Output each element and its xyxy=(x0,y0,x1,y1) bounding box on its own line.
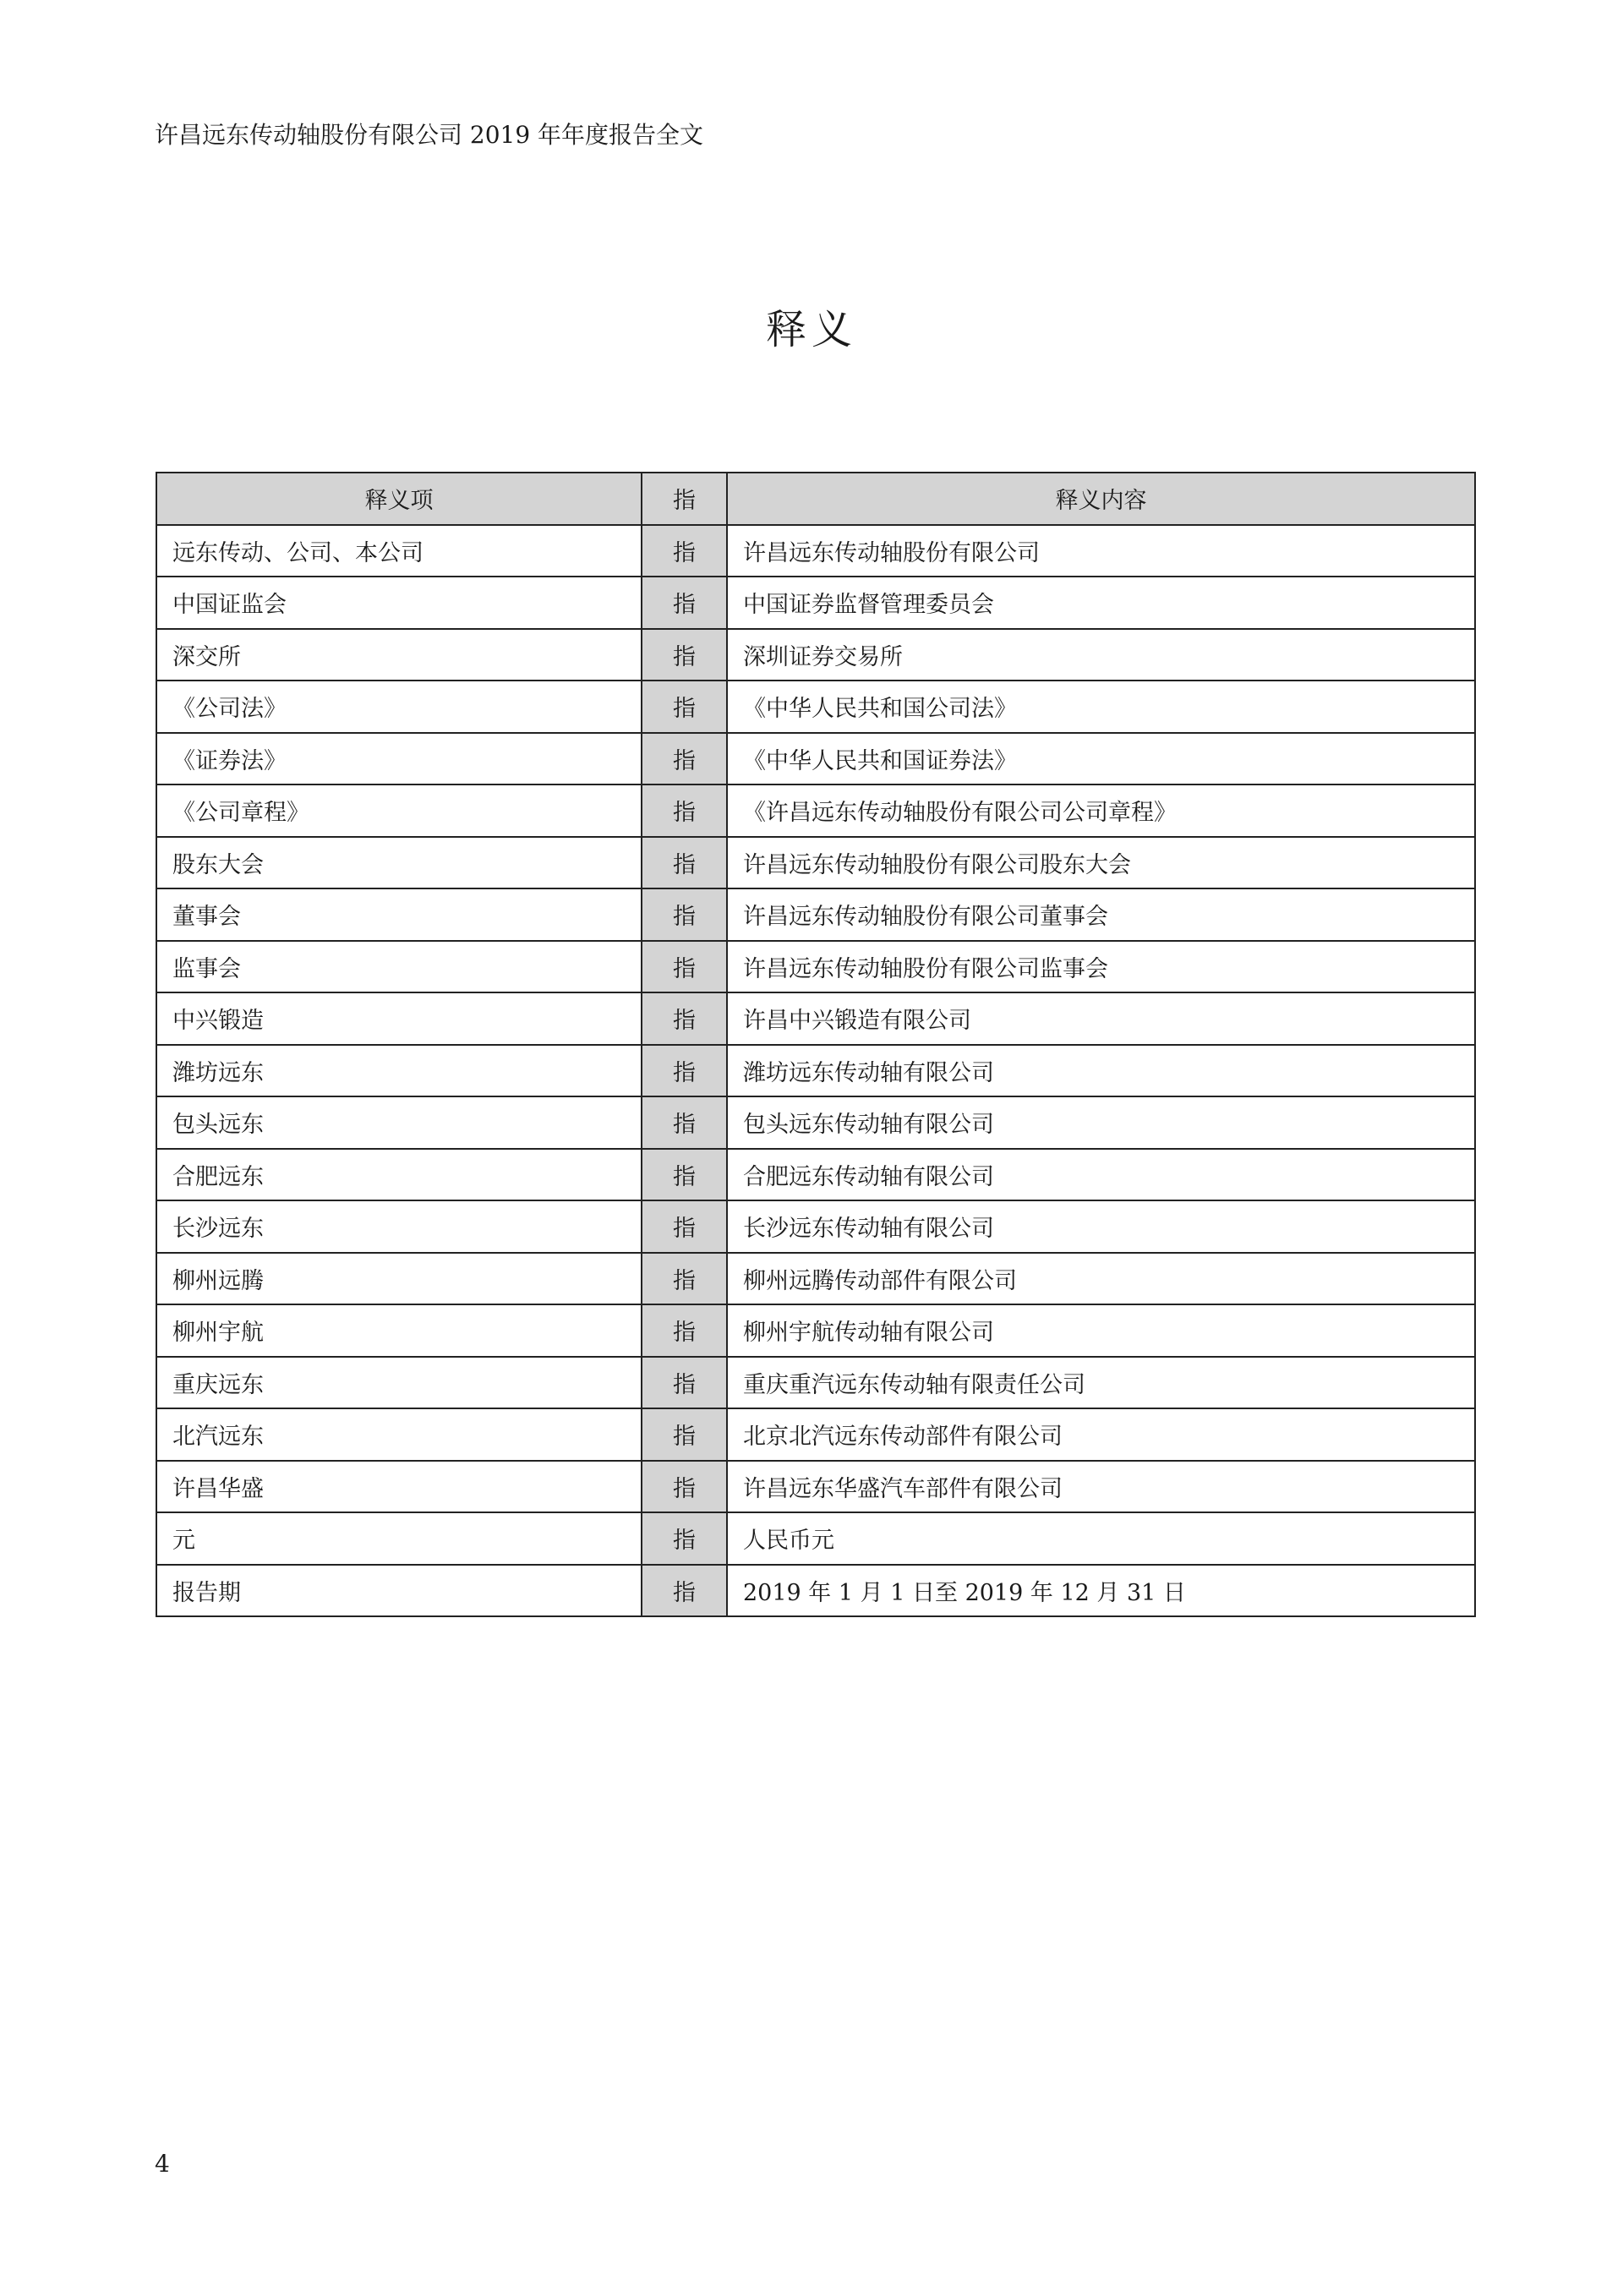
table-row xyxy=(156,1096,1475,1149)
refers-cell: 指 xyxy=(642,733,727,785)
term-cell: 许昌华盛 xyxy=(156,1461,642,1513)
meaning-cell: 许昌中兴锻造有限公司 xyxy=(727,992,1475,1045)
meaning-cell: 《中华人民共和国公司法》 xyxy=(727,681,1475,733)
term-cell: 董事会 xyxy=(156,888,642,941)
table-row xyxy=(156,784,1475,837)
definitions-table xyxy=(156,472,1476,1617)
table-row xyxy=(156,629,1475,681)
meaning-cell: 许昌远东传动轴股份有限公司 xyxy=(727,525,1475,577)
refers-cell: 指 xyxy=(642,941,727,993)
refers-cell: 指 xyxy=(642,525,727,577)
refers-cell: 指 xyxy=(642,784,727,837)
refers-cell: 指 xyxy=(642,1200,727,1253)
refers-cell: 指 xyxy=(642,1253,727,1305)
refers-cell: 指 xyxy=(642,1461,727,1513)
table-row xyxy=(156,1304,1475,1357)
term-cell: 《证券法》 xyxy=(156,733,642,785)
column-header-meaning: 释义内容 xyxy=(727,473,1475,525)
term-cell: 元 xyxy=(156,1512,642,1565)
term-cell: 合肥远东 xyxy=(156,1149,642,1201)
meaning-cell: 北京北汽远东传动部件有限公司 xyxy=(727,1408,1475,1461)
table-row xyxy=(156,733,1475,785)
term-cell: 《公司章程》 xyxy=(156,784,642,837)
section-title: 释义 xyxy=(765,306,857,353)
refers-cell: 指 xyxy=(642,577,727,629)
meaning-cell: 2019 年 1 月 1 日至 2019 年 12 月 31 日 xyxy=(727,1565,1475,1617)
refers-cell: 指 xyxy=(642,1304,727,1357)
term-cell: 股东大会 xyxy=(156,837,642,889)
refers-cell: 指 xyxy=(642,1096,727,1149)
term-cell: 中国证监会 xyxy=(156,577,642,629)
refers-cell: 指 xyxy=(642,888,727,941)
refers-cell: 指 xyxy=(642,1045,727,1097)
meaning-cell: 《中华人民共和国证券法》 xyxy=(727,733,1475,785)
meaning-cell: 柳州远腾传动部件有限公司 xyxy=(727,1253,1475,1305)
meaning-cell: 包头远东传动轴有限公司 xyxy=(727,1096,1475,1149)
term-cell: 柳州远腾 xyxy=(156,1253,642,1305)
meaning-cell: 许昌远东传动轴股份有限公司董事会 xyxy=(727,888,1475,941)
table-row xyxy=(156,1461,1475,1513)
meaning-cell: 重庆重汽远东传动轴有限责任公司 xyxy=(727,1357,1475,1409)
running-header: 许昌远东传动轴股份有限公司 2019 年年度报告全文 xyxy=(155,121,704,149)
table-row xyxy=(156,1408,1475,1461)
term-cell: 深交所 xyxy=(156,629,642,681)
table-row xyxy=(156,577,1475,629)
table-row xyxy=(156,525,1475,577)
table-header-row xyxy=(156,473,1475,525)
meaning-cell: 许昌远东华盛汽车部件有限公司 xyxy=(727,1461,1475,1513)
refers-cell: 指 xyxy=(642,629,727,681)
term-cell: 长沙远东 xyxy=(156,1200,642,1253)
meaning-cell: 许昌远东传动轴股份有限公司监事会 xyxy=(727,941,1475,993)
meaning-cell: 深圳证券交易所 xyxy=(727,629,1475,681)
table-row xyxy=(156,1253,1475,1305)
table-header xyxy=(156,473,1475,525)
refers-cell: 指 xyxy=(642,1149,727,1201)
term-cell: 中兴锻造 xyxy=(156,992,642,1045)
meaning-cell: 长沙远东传动轴有限公司 xyxy=(727,1200,1475,1253)
refers-cell: 指 xyxy=(642,681,727,733)
table-row xyxy=(156,1512,1475,1565)
table-row xyxy=(156,1045,1475,1097)
term-cell: 重庆远东 xyxy=(156,1357,642,1409)
table-row xyxy=(156,992,1475,1045)
refers-cell: 指 xyxy=(642,1565,727,1617)
meaning-cell: 柳州宇航传动轴有限公司 xyxy=(727,1304,1475,1357)
term-cell: 柳州宇航 xyxy=(156,1304,642,1357)
meaning-cell: 潍坊远东传动轴有限公司 xyxy=(727,1045,1475,1097)
term-cell: 报告期 xyxy=(156,1565,642,1617)
table-row xyxy=(156,888,1475,941)
term-cell: 监事会 xyxy=(156,941,642,993)
refers-cell: 指 xyxy=(642,1408,727,1461)
term-cell: 北汽远东 xyxy=(156,1408,642,1461)
refers-cell: 指 xyxy=(642,1512,727,1565)
meaning-cell: 《许昌远东传动轴股份有限公司公司章程》 xyxy=(727,784,1475,837)
term-cell: 《公司法》 xyxy=(156,681,642,733)
column-header-refers: 指 xyxy=(642,473,727,525)
meaning-cell: 中国证券监督管理委员会 xyxy=(727,577,1475,629)
table-row xyxy=(156,837,1475,889)
term-cell: 远东传动、公司、本公司 xyxy=(156,525,642,577)
term-cell: 包头远东 xyxy=(156,1096,642,1149)
meaning-cell: 许昌远东传动轴股份有限公司股东大会 xyxy=(727,837,1475,889)
table-row xyxy=(156,1357,1475,1409)
refers-cell: 指 xyxy=(642,992,727,1045)
refers-cell: 指 xyxy=(642,1357,727,1409)
meaning-cell: 合肥远东传动轴有限公司 xyxy=(727,1149,1475,1201)
table-row xyxy=(156,1565,1475,1617)
table-row xyxy=(156,681,1475,733)
term-cell: 潍坊远东 xyxy=(156,1045,642,1097)
meaning-cell: 人民币元 xyxy=(727,1512,1475,1565)
table-body xyxy=(156,525,1475,1617)
page-number: 4 xyxy=(155,2150,170,2178)
column-header-term: 释义项 xyxy=(156,473,642,525)
table-row xyxy=(156,1149,1475,1201)
refers-cell: 指 xyxy=(642,837,727,889)
table-row xyxy=(156,941,1475,993)
table-row xyxy=(156,1200,1475,1253)
